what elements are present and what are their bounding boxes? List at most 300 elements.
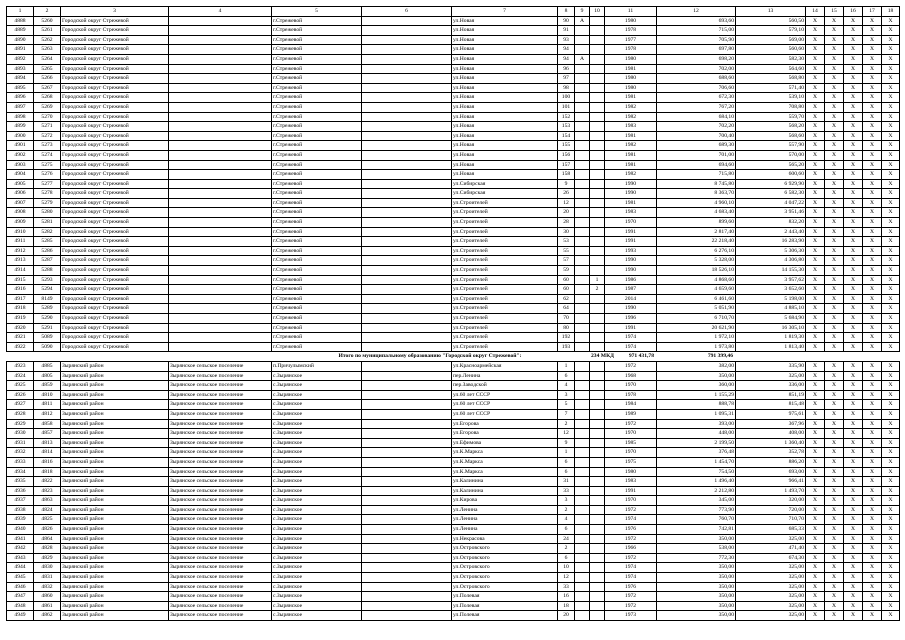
x-mark: X (882, 237, 900, 247)
living-area: 16 283,90 (736, 237, 806, 247)
house-number: 90 (558, 16, 575, 26)
x-mark: X (825, 256, 844, 266)
street-name: ул.Ленина (452, 505, 558, 515)
house-number: 60 (558, 285, 575, 295)
house-number: 94 (558, 45, 575, 55)
row-number: 4912 (7, 246, 34, 256)
house-letter (575, 246, 590, 256)
house-id: 5266 (34, 74, 61, 84)
table-row (7, 285, 900, 295)
x-mark: X (863, 477, 882, 487)
street-type (362, 179, 452, 189)
total-area: 4 960,10 (657, 198, 736, 208)
street-name: ул.Новая (452, 83, 558, 93)
building-number (590, 150, 605, 160)
street-type (362, 246, 452, 256)
settlement-name (169, 227, 272, 237)
row-number: 4915 (7, 275, 34, 285)
x-mark: X (806, 505, 825, 515)
row-number: 4892 (7, 54, 34, 64)
x-mark: X (844, 122, 863, 132)
table-row (7, 189, 900, 199)
x-mark: X (825, 198, 844, 208)
table-row (7, 534, 900, 544)
row-number: 4893 (7, 64, 34, 74)
living-area: 579,10 (736, 26, 806, 36)
locality-name: г.Стрежевой (272, 304, 362, 314)
house-number: 31 (558, 477, 575, 487)
district-name: Городской округ Стрежевой (61, 256, 169, 266)
table-row (7, 553, 900, 563)
settlement-name: Зырянское сельское поселение (169, 611, 272, 621)
x-mark: X (825, 141, 844, 151)
blank-cell (825, 352, 844, 362)
x-mark: X (844, 409, 863, 419)
x-mark: X (806, 102, 825, 112)
house-id: 5290 (34, 314, 61, 324)
street-name: ул.Строителей (452, 256, 558, 266)
locality-name: с.Зырянское (272, 563, 362, 573)
street-type (362, 486, 452, 496)
district-name: Городской округ Стрежевой (61, 131, 169, 141)
street-name: ул.Калинина (452, 477, 558, 487)
x-mark: X (844, 93, 863, 103)
house-number: 60 (558, 275, 575, 285)
district-name: Городской округ Стрежевой (61, 93, 169, 103)
total-area: 689,30 (657, 141, 736, 151)
house-number: 96 (558, 64, 575, 74)
house-number: 6 (558, 553, 575, 563)
living-area: 325,00 (736, 371, 806, 381)
street-type (362, 189, 452, 199)
house-letter (575, 227, 590, 237)
building-number (590, 54, 605, 64)
house-letter (575, 515, 590, 525)
house-number: 2 (558, 544, 575, 554)
street-name: ул.Ефимова (452, 438, 558, 448)
x-mark: X (825, 582, 844, 592)
locality-name: г.Стрежевой (272, 160, 362, 170)
x-mark: X (882, 54, 900, 64)
district-name: Городской округ Стрежевой (61, 74, 169, 84)
settlement-name (169, 198, 272, 208)
settlement-name (169, 237, 272, 247)
table-row (7, 438, 900, 448)
x-mark: X (863, 141, 882, 151)
house-number: 6 (558, 525, 575, 535)
district-name: Городской округ Стрежевой (61, 227, 169, 237)
x-mark: X (806, 525, 825, 535)
x-mark: X (863, 198, 882, 208)
house-number: 33 (558, 486, 575, 496)
building-number (590, 314, 605, 324)
house-number: 16 (558, 592, 575, 602)
house-id: 4812 (34, 409, 61, 419)
table-row (7, 218, 900, 228)
year-built: 1972 (605, 419, 657, 429)
street-name: ул.Островского (452, 563, 558, 573)
street-type (362, 74, 452, 84)
settlement-name: Зырянское сельское поселение (169, 486, 272, 496)
house-id: 5260 (34, 16, 61, 26)
living-area: 5 198,00 (736, 294, 806, 304)
x-mark: X (844, 285, 863, 295)
street-type (362, 544, 452, 554)
house-letter (575, 237, 590, 247)
locality-name: с.Зырянское (272, 592, 362, 602)
total-area: 684,10 (657, 112, 736, 122)
locality-name: г.Стрежевой (272, 122, 362, 132)
street-type (362, 457, 452, 467)
x-mark: X (882, 45, 900, 55)
living-area: 3 951,46 (736, 208, 806, 218)
x-mark: X (844, 102, 863, 112)
year-built: 1970 (605, 496, 657, 506)
x-mark: X (825, 314, 844, 324)
x-mark: X (863, 582, 882, 592)
total-area: 715,80 (657, 170, 736, 180)
house-letter (575, 198, 590, 208)
house-letter (575, 477, 590, 487)
house-id: 4885 (34, 361, 61, 371)
x-mark: X (844, 256, 863, 266)
street-type (362, 515, 452, 525)
x-mark: X (863, 515, 882, 525)
x-mark: X (882, 208, 900, 218)
table-row (7, 371, 900, 381)
x-mark: X (806, 582, 825, 592)
street-name: ул.Островского (452, 544, 558, 554)
x-mark: X (863, 26, 882, 36)
street-name: ул.Новая (452, 150, 558, 160)
x-mark: X (882, 285, 900, 295)
x-mark: X (825, 294, 844, 304)
living-area: 570,00 (736, 150, 806, 160)
x-mark: X (806, 16, 825, 26)
x-mark: X (844, 112, 863, 122)
district-name: Зырянский район (61, 582, 169, 592)
row-number: 4924 (7, 371, 34, 381)
house-letter (575, 112, 590, 122)
district-name: Городской округ Стрежевой (61, 198, 169, 208)
total-area: 6 710,70 (657, 314, 736, 324)
house-number: 158 (558, 170, 575, 180)
street-type (362, 160, 452, 170)
total-area: 5 328,00 (657, 256, 736, 266)
x-mark: X (806, 467, 825, 477)
year-built: 1990 (605, 266, 657, 276)
column-number: 8 (558, 7, 575, 17)
blank-cell (863, 352, 882, 362)
living-area: 4 885,10 (736, 304, 806, 314)
settlement-name (169, 45, 272, 55)
house-letter: А (575, 54, 590, 64)
house-id: 4823 (34, 486, 61, 496)
settlement-name (169, 93, 272, 103)
settlement-name (169, 208, 272, 218)
x-mark: X (882, 477, 900, 487)
district-name: Городской округ Стрежевой (61, 170, 169, 180)
total-area: 350,00 (657, 592, 736, 602)
x-mark: X (825, 477, 844, 487)
settlement-name: Зырянское сельское поселение (169, 390, 272, 400)
year-built: 1984 (605, 400, 657, 410)
table-row (7, 26, 900, 36)
x-mark: X (844, 361, 863, 371)
living-area: 832,20 (736, 218, 806, 228)
street-type (362, 304, 452, 314)
house-number: 80 (558, 323, 575, 333)
house-id: 4857 (34, 429, 61, 439)
x-mark: X (844, 544, 863, 554)
x-mark: X (806, 93, 825, 103)
x-mark: X (825, 592, 844, 602)
x-mark: X (844, 573, 863, 583)
x-mark: X (825, 208, 844, 218)
x-mark: X (825, 371, 844, 381)
living-area: 815,48 (736, 400, 806, 410)
locality-name: г.Стрежевой (272, 285, 362, 295)
house-letter (575, 438, 590, 448)
district-name: Зырянский район (61, 371, 169, 381)
x-mark: X (825, 486, 844, 496)
table-row (7, 419, 900, 429)
street-type (362, 256, 452, 266)
living-area: 325,00 (736, 592, 806, 602)
x-mark: X (844, 419, 863, 429)
district-name: Зырянский район (61, 573, 169, 583)
locality-name: с.Зырянское (272, 496, 362, 506)
x-mark: X (825, 601, 844, 611)
table-row (7, 563, 900, 573)
x-mark: X (825, 112, 844, 122)
locality-name: г.Стрежевой (272, 170, 362, 180)
house-id: 5275 (34, 160, 61, 170)
row-number: 4907 (7, 198, 34, 208)
building-number (590, 457, 605, 467)
street-type (362, 342, 452, 352)
living-area: 325,00 (736, 534, 806, 544)
street-name: ул.Новая (452, 141, 558, 151)
x-mark: X (825, 218, 844, 228)
house-number: 30 (558, 227, 575, 237)
house-letter (575, 400, 590, 410)
street-name: ул.Новая (452, 64, 558, 74)
building-number (590, 189, 605, 199)
building-number (590, 294, 605, 304)
house-number: 1 (558, 361, 575, 371)
row-number: 4934 (7, 467, 34, 477)
settlement-name: Зырянское сельское поселение (169, 419, 272, 429)
x-mark: X (844, 275, 863, 285)
street-name: ул.Новая (452, 93, 558, 103)
house-number: 98 (558, 83, 575, 93)
settlement-name (169, 102, 272, 112)
x-mark: X (825, 122, 844, 132)
x-mark: X (882, 448, 900, 458)
district-name: Зырянский район (61, 381, 169, 391)
year-built: 1981 (605, 64, 657, 74)
street-type (362, 601, 452, 611)
street-name: ул.К.Маркса (452, 448, 558, 458)
x-mark: X (882, 371, 900, 381)
x-mark: X (863, 563, 882, 573)
building-number (590, 256, 605, 266)
house-number: 9 (558, 438, 575, 448)
street-name: ул.Новая (452, 26, 558, 36)
x-mark: X (863, 112, 882, 122)
row-number: 4910 (7, 227, 34, 237)
building-number (590, 74, 605, 84)
table-row (7, 275, 900, 285)
total-area: 742,81 (657, 525, 736, 535)
year-built: 1990 (605, 179, 657, 189)
district-name: Городской округ Стрежевой (61, 102, 169, 112)
house-number: 12 (558, 573, 575, 583)
total-area: 4 683,40 (657, 208, 736, 218)
total-area: 382,00 (657, 361, 736, 371)
x-mark: X (863, 54, 882, 64)
x-mark: X (806, 314, 825, 324)
x-mark: X (882, 496, 900, 506)
house-letter (575, 170, 590, 180)
street-type (362, 573, 452, 583)
x-mark: X (863, 496, 882, 506)
house-number: 2 (558, 505, 575, 515)
building-number (590, 448, 605, 458)
x-mark: X (844, 515, 863, 525)
living-area: 4 306,80 (736, 256, 806, 266)
x-mark: X (825, 400, 844, 410)
living-area: 471,40 (736, 544, 806, 554)
x-mark: X (825, 361, 844, 371)
x-mark: X (806, 448, 825, 458)
mkd-register-table (6, 6, 900, 621)
settlement-name: Зырянское сельское поселение (169, 438, 272, 448)
x-mark: X (844, 505, 863, 515)
house-id: 5277 (34, 179, 61, 189)
street-type (362, 131, 452, 141)
x-mark: X (863, 227, 882, 237)
x-mark: X (825, 333, 844, 343)
house-id: 4862 (34, 611, 61, 621)
row-number: 4903 (7, 160, 34, 170)
table-row (7, 256, 900, 266)
building-number (590, 544, 605, 554)
total-area: 448,00 (657, 429, 736, 439)
street-name: ул.Новая (452, 131, 558, 141)
x-mark: X (806, 218, 825, 228)
x-mark: X (806, 333, 825, 343)
x-mark: X (806, 64, 825, 74)
table-row (7, 429, 900, 439)
year-built: 2014 (605, 294, 657, 304)
year-built: 1972 (605, 553, 657, 563)
house-number: 1 (558, 448, 575, 458)
total-area: 1 972,10 (657, 333, 736, 343)
building-number (590, 198, 605, 208)
x-mark: X (806, 457, 825, 467)
living-area: 2 443,40 (736, 227, 806, 237)
total-area: 350,00 (657, 534, 736, 544)
x-mark: X (863, 448, 882, 458)
total-area: 706,60 (657, 83, 736, 93)
street-name: ул.Егорова (452, 419, 558, 429)
locality-name: г.Стрежевой (272, 16, 362, 26)
building-number (590, 83, 605, 93)
x-mark: X (806, 26, 825, 36)
building-number (590, 534, 605, 544)
column-number: 9 (575, 7, 590, 17)
locality-name: с.Зырянское (272, 371, 362, 381)
x-mark: X (882, 592, 900, 602)
locality-name: с.Зырянское (272, 390, 362, 400)
total-area: 345,00 (657, 496, 736, 506)
x-mark: X (806, 198, 825, 208)
x-mark: X (863, 285, 882, 295)
building-number (590, 227, 605, 237)
house-letter (575, 122, 590, 132)
house-number: 3 (558, 390, 575, 400)
house-number: 9 (558, 179, 575, 189)
x-mark: X (844, 266, 863, 276)
district-name: Зырянский район (61, 419, 169, 429)
row-number: 4927 (7, 400, 34, 410)
x-mark: X (806, 496, 825, 506)
living-area: 3 957,62 (736, 275, 806, 285)
house-number: 193 (558, 342, 575, 352)
district-name: Городской округ Стрежевой (61, 179, 169, 189)
x-mark: X (825, 323, 844, 333)
house-letter (575, 381, 590, 391)
x-mark: X (844, 457, 863, 467)
x-mark: X (806, 592, 825, 602)
total-area: 350,00 (657, 601, 736, 611)
building-number (590, 208, 605, 218)
table-row (7, 525, 900, 535)
x-mark: X (863, 438, 882, 448)
street-name: ул.Строителей (452, 275, 558, 285)
street-type (362, 45, 452, 55)
x-mark: X (863, 611, 882, 621)
living-area: 886,20 (736, 457, 806, 467)
settlement-name (169, 131, 272, 141)
x-mark: X (863, 525, 882, 535)
house-letter (575, 294, 590, 304)
settlement-name (169, 333, 272, 343)
x-mark: X (806, 371, 825, 381)
settlement-name (169, 170, 272, 180)
row-number: 4916 (7, 285, 34, 295)
house-number: 157 (558, 160, 575, 170)
column-number: 10 (590, 7, 605, 17)
total-area: 2 199,50 (657, 438, 736, 448)
locality-name: г.Стрежевой (272, 26, 362, 36)
house-id: 5289 (34, 304, 61, 314)
living-area: 1 819,30 (736, 333, 806, 343)
district-name: Городской округ Стрежевой (61, 26, 169, 36)
total-area: 8 745,80 (657, 179, 736, 189)
x-mark: X (844, 323, 863, 333)
district-name: Городской округ Стрежевой (61, 54, 169, 64)
street-type (362, 390, 452, 400)
x-mark: X (825, 505, 844, 515)
total-area: 701,00 (657, 150, 736, 160)
house-id: 4863 (34, 496, 61, 506)
settlement-name (169, 150, 272, 160)
column-number: 1 (7, 7, 34, 17)
living-area: 3 652,60 (736, 285, 806, 295)
